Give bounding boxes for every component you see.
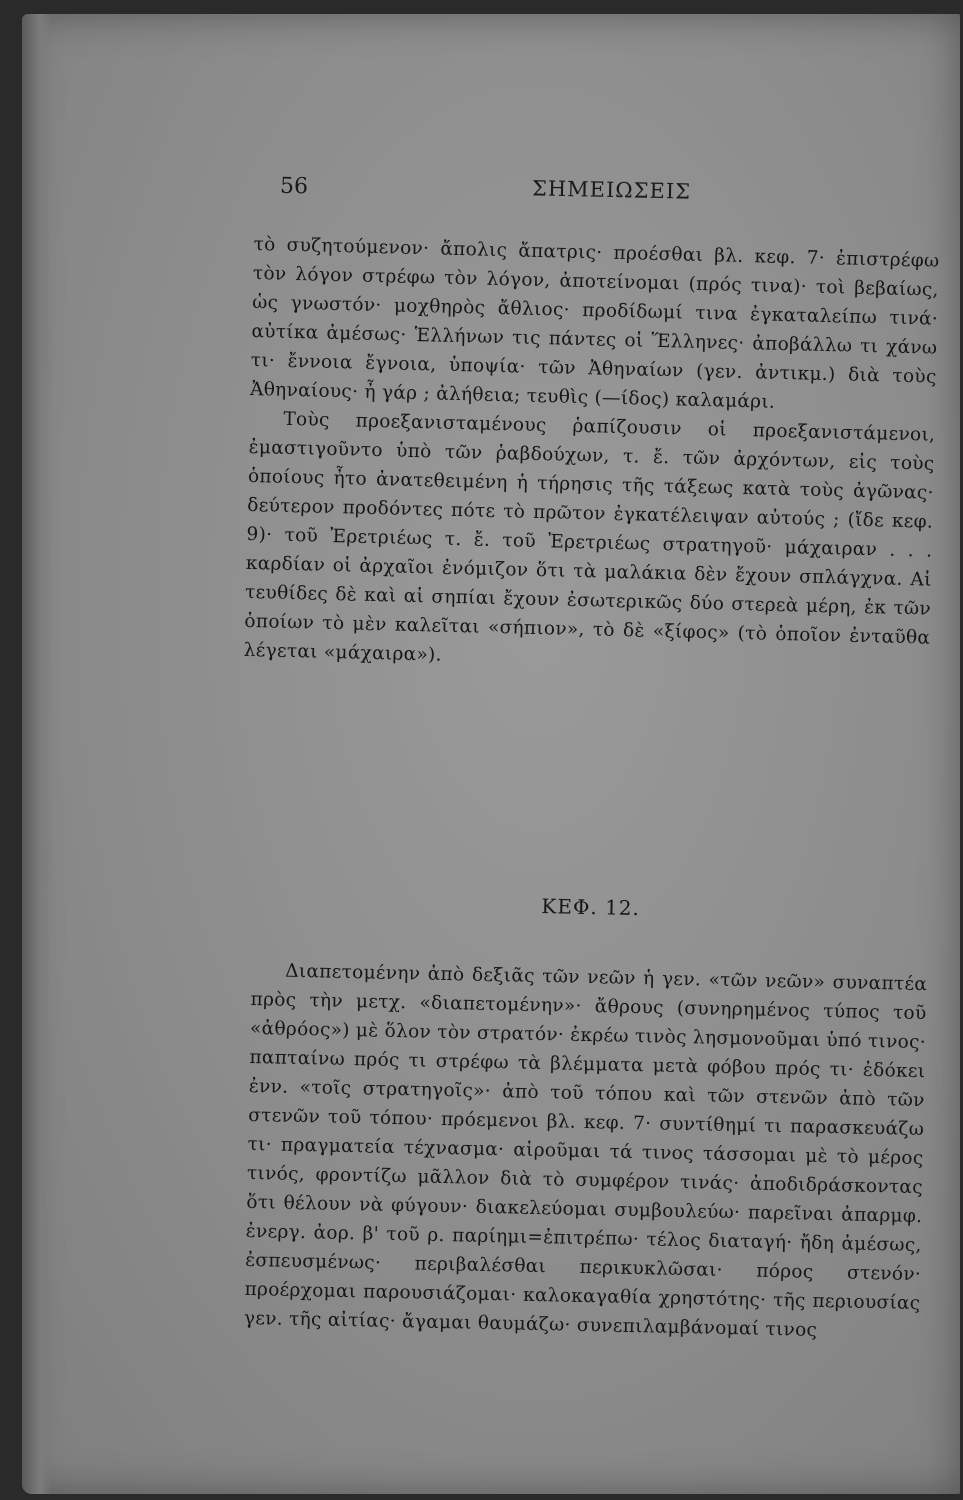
book-page [22,14,960,1494]
note-paragraph-2: Τοὺς προεξανισταμένους ῥαπίζουσιν οἱ προεξανιστάμενοι, ἐμαστιγοῦντο ὑπὸ τῶν ῥαβδούχων, τ. ἔ. τῶν ἀρχόντων, εἰς τοὺς ὁποίους ἦτο ἀνατεθειμένη ἡ τήρησις τῆς τάξεως κατὰ τοὺς ἀγῶνας· δεύτερον προδόντες πότε τὸ πρῶτον ἐγκατέλειψαν αὐτούς ; (ἴδε κεφ. 9)· τοῦ Ἐρετριέως τ. ἔ. τοῦ Ἐρετριέως στρατηγοῦ· μάχαιραν . . . καρδίαν οἱ ἀρχαῖοι ἐνόμιζον ὅτι τὰ μαλάκια δὲν ἔχουν σπλάγχνα. Αἱ τευθίδες δὲ καὶ αἱ σηπίαι ἔχουν ἐσωτερικῶς δύο στερεὰ μέρη, ἐκ τῶν ὁποίων τὸ μὲν καλεῖται «σήπιον», τὸ δὲ «ξίφος» (τὸ ὁποῖον ἐνταῦθα λέγεται «μάχαιρα»). [243,408,936,666]
page-binding-shadow [22,14,52,1494]
chapter-heading: ΚΕΦ. 12. [541,894,641,921]
page-number: 56 [279,173,309,200]
running-head: ΣΗΜΕΙΩΣΕΙΣ [531,176,692,204]
chapter-12-block [244,840,930,1347]
note-paragraph-1: τὸ συζητούμενον· ἄπολις ἄπατρις· προέσθαι βλ. κεφ. 7· ἐπιστρέφω τὸν λόγον στρέφω τὸν λόγον, ἀποτείνομαι (πρός τινα)· τοὶ βεβαίως, ὡς γνωστόν· μοχθηρὸς ἄθλιος· προδίδωμί τινα ἐγκαταλείπω τινά· αὐτίκα ἀμέσως· Ἑλλήνων τις πάντες οἱ Ἕλληνες· ἀποβάλλω τι χάνω τι· ἔννοια ἔγνοια, ὑποψία· τῶν Ἀθηναίων (γεν. ἀντικμ.) διὰ τοὺς Ἀθηναίους· ἦ γάρ ; ἀλήθεια; τευθὶς (—ίδος) καλαμάρι. [249,233,940,413]
chapter-paragraph-1: Διαπετομένην ἀπὸ δεξιᾶς τῶν νεῶν ἡ γεν. «τῶν νεῶν» συναπτέα πρὸς τὴν μετχ. «διαπετομένην»· ἄθρους (συνηρημένος τύπος τοῦ «ἀθρόος») μὲ ὅλον τὸν στρατόν· ἐκρέω τινὸς λησμονοῦμαι ὑπό τινος· παπταίνω πρός τι στρέφω τὰ βλέμματα μετὰ φόβου πρός τι· ἐδόκει ἐνν. «τοῖς στρατηγοῖς»· ἀπὸ τοῦ τόπου καὶ τῶν στενῶν ἀπὸ τῶν στενῶν τοῦ τόπου· πρόεμενοι βλ. κεφ. 7· συντίθημί τι παρασκευάζω τι· πραγματεία τέχνασμα· αἱροῦμαι τά τινος τάσσομαι μὲ τὸ μέρος τινός, φροντίζω μᾶλλον διὰ τὸ συμφέρον τινάς· ἀποδιδράσκοντας ὅτι θέλουν νὰ φύγουν· διακελεύομαι συμβουλεύω· παρεῖναι ἀπαρμφ. ἐνεργ. ἀορ. β' τοῦ ρ. παρίημι=ἐπιτρέπω· τέλος διαταγή· ἤδη ἀμέσως, ἐσπευσμένως· περιβαλέσθαι περικυκλῶσαι· πόρος στενόν· προέρχομαι παρουσιάζομαι· καλοκαγαθία χρηστότης· τῆς περιουσίας γεν. τῆς αἰτίας· ἄγαμαι θαυμάζω· συνεπιλαμβάνομαί τινος [243,960,928,1341]
notes-text-block [243,230,939,682]
